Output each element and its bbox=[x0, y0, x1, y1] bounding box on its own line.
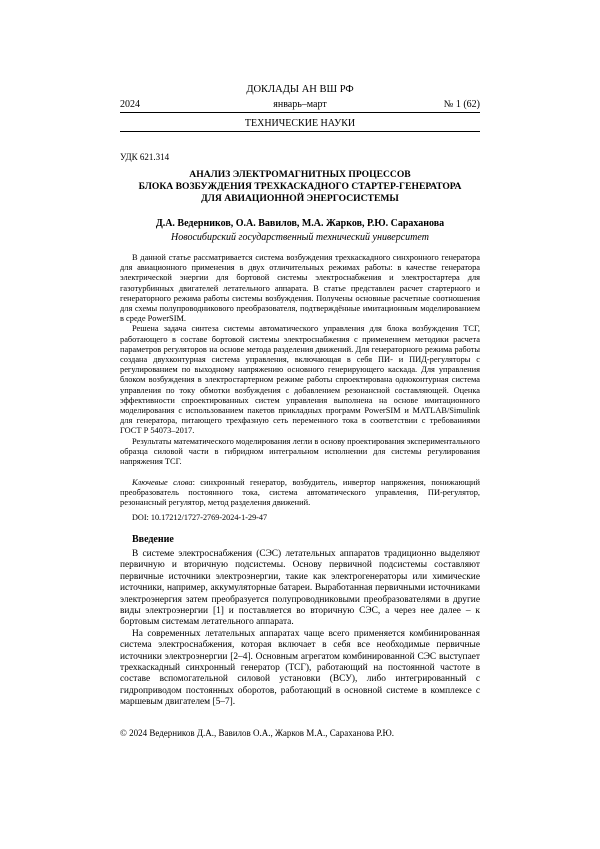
abstract-paragraph: Результаты математического моделирования легли в основу проектирования экспериментального образца силовой части в гибридном интегральном исполнении для системы регулирования напряжения ТСГ. bbox=[120, 436, 480, 467]
affiliation: Новосибирский государственный технический университет bbox=[171, 232, 429, 243]
title-line: АНАЛИЗ ЭЛЕКТРОМАГНИТНЫХ ПРОЦЕССОВ bbox=[189, 169, 411, 180]
abstract bbox=[120, 253, 480, 467]
keywords-label: Ключевые слова bbox=[132, 478, 193, 487]
copyright-notice: © 2024 Ведерников Д.А., Вавилов О.А., Жарков М.А., Сараханова Р.Ю. bbox=[120, 728, 394, 738]
title-line: ДЛЯ АВИАЦИОННОЙ ЭНЕРГОСИСТЕМЫ bbox=[201, 193, 399, 204]
issue-meta bbox=[120, 99, 480, 113]
issue-year: 2024 bbox=[120, 99, 140, 110]
section-title: ТЕХНИЧЕСКИЕ НАУКИ bbox=[120, 118, 480, 132]
doi: DOI: 10.17212/1727-2769-2024-1-29-47 bbox=[132, 513, 268, 522]
journal-title: ДОКЛАДЫ АН ВШ РФ bbox=[246, 84, 354, 95]
section-heading: Введение bbox=[132, 534, 174, 545]
body-paragraph: На современных летательных аппаратах чаще всего применяется комбинированная система электроснабжения, которая включает в себя все необходимые первичные источники электроэнергии [2–4]. Основным агрегатом комбинированной СЭС выступает трехкаскадный синхронный генератор (ТСГ), работающий на постоянной частоте в составе вспомогательной силовой установки (ВСУ), либо интегрированный с гидроприводом постоянных оборотов, работающий в основной системе в комплексе с маршевым двигателем [5–7]. bbox=[120, 628, 480, 708]
issue-number: № 1 (62) bbox=[443, 99, 480, 110]
authors: Д.А. Ведерников, О.А. Вавилов, М.А. Жарков, Р.Ю. Сараханова bbox=[155, 218, 445, 229]
keywords-text: : синхронный генератор, возбудитель, инвертор напряжения, понижающий преобразователь постоянного тока, система автоматического управления, ПИ-регулятор, резонансный регулятор, метод разделения движений. bbox=[120, 478, 480, 508]
article-title bbox=[120, 169, 480, 205]
intro-text bbox=[120, 549, 480, 709]
udc-code: УДК 621.314 bbox=[120, 152, 170, 162]
issue-period: январь–март bbox=[273, 99, 327, 110]
abstract-paragraph: Решена задача синтеза системы автоматического управления для блока возбуждения ТСГ, работающего в составе бортовой системы электроснабжения с применением методики расчета параметров регуляторов на основе метода разделения движений. Для генераторного режима работы создана двухконтурная система управления, включающая в себя ПИ- и ПИД-регуляторы с регулированием по выходному напряжению основного генерирующего каскада. Для управления блоком возбуждения в электростартерном режиме работы спроектирована одноконтурная система управления по току обмотки возбуждения с добавлением резонансной составляющей. Оценка эффективности спроектированных систем управления выполнена на основе имитационного моделирования с использованием пакетов прикладных программ PowerSIM и MATLAB/Simulink для генератора, питающего трехфазную сеть переменного тока в соответствии с требованиями ГОСТ Р 54073–2017. bbox=[120, 324, 480, 436]
body-paragraph: В системе электроснабжения (СЭС) летательных аппаратов традиционно выделяют первичную и вторичную подсистемы. Основу первичной подсистемы составляют первичные источники электроэнергии, такие как электрогенераторы или химические источники, например, аккумуляторные батареи. Выработанная первичными источниками электроэнергия затем преобразуется полупроводниковыми преобразователями в другие виды электроэнергии [1] и поставляется во вторичную СЭС, а через нее далее – к бортовым системам летательного аппарата. bbox=[120, 549, 480, 628]
abstract-paragraph: В данной статье рассматривается система возбуждения трехкаскадного синхронного генератора для авиационного применения в двух отличительных режимах работы: в качестве генератора электрической энергии для бортовой системы электроснабжения и электростартера для газотурбинных двигателей летательного аппарата. В статье представлен расчет стартерного и генераторного режима работы системы возбуждения. Получены основные расчетные соотношения для схемы полупроводникового преобразователя, подтверждённые имитационным моделированием в среде PowerSIM. bbox=[120, 253, 480, 324]
title-line: БЛОКА ВОЗБУЖДЕНИЯ ТРЕХКАСКАДНОГО СТАРТЕР-ГЕНЕРАТОРА bbox=[138, 181, 462, 192]
keywords bbox=[120, 478, 480, 509]
